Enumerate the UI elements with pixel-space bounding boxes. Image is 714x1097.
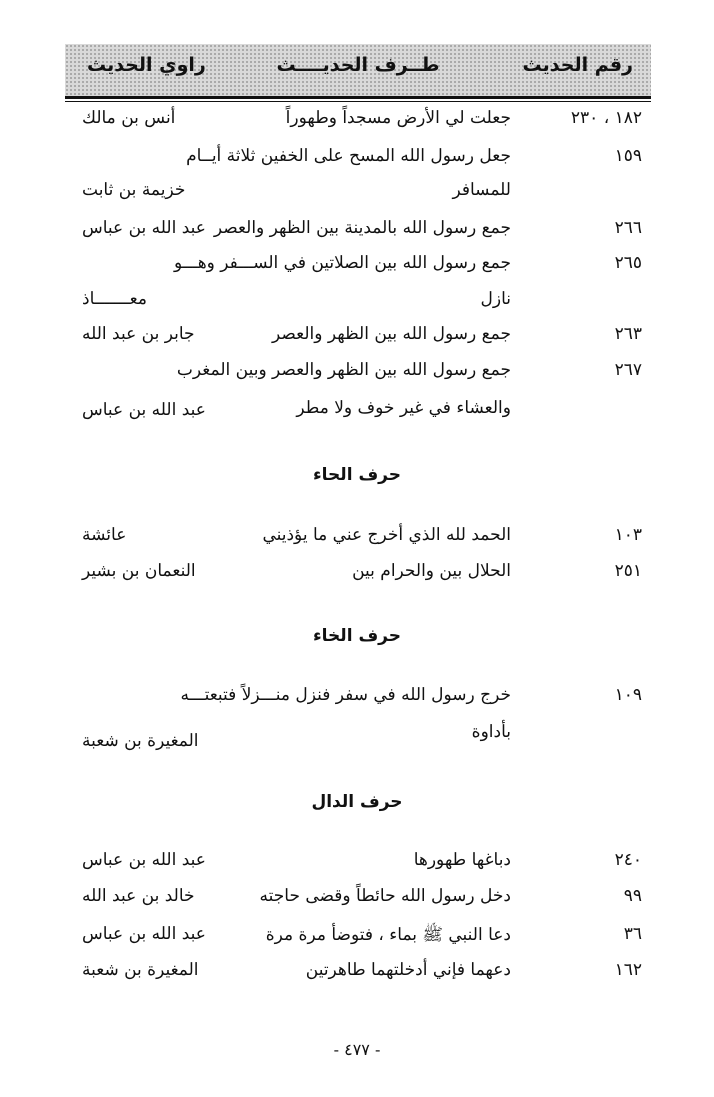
hadith-narrator: معـــــــاذ bbox=[82, 289, 147, 309]
list-item bbox=[0, 253, 714, 283]
hadith-text-continuation: بأداوة bbox=[471, 722, 511, 742]
hadith-narrator: جابر بن عبد الله bbox=[82, 324, 195, 344]
list-item bbox=[0, 850, 714, 880]
hadith-number: ٢٤٠ bbox=[614, 850, 642, 870]
hadith-number: ٣٦ bbox=[623, 924, 642, 944]
hadith-text: جعلت لي الأرض مسجداً وطهوراً bbox=[285, 108, 511, 128]
hadith-number: ٢٥١ bbox=[614, 561, 642, 581]
hadith-text: جمع رسول الله بين الصلاتين في الســـفر وهـــو bbox=[173, 253, 511, 273]
list-item bbox=[0, 886, 714, 916]
list-item bbox=[0, 685, 714, 715]
hadith-number: ١٨٢ ، ٢٣٠ bbox=[570, 108, 642, 128]
hadith-narrator: عبد الله بن عباس bbox=[82, 924, 206, 944]
section-heading: حرف الدال bbox=[311, 792, 403, 812]
list-item bbox=[0, 561, 714, 591]
hadith-text-continuation: للمسافر bbox=[452, 180, 511, 200]
list-item bbox=[0, 960, 714, 990]
hadith-text-continuation: والعشاء في غير خوف ولا مطر bbox=[296, 398, 511, 418]
list-item bbox=[0, 146, 714, 176]
list-item bbox=[0, 218, 714, 248]
hadith-number: ٢٦٥ bbox=[614, 253, 642, 273]
hadith-number: ٩٩ bbox=[623, 886, 642, 906]
hadith-narrator: خزيمة بن ثابت bbox=[82, 180, 186, 200]
header-narrator-label: راوي الحديث bbox=[87, 54, 206, 76]
list-item bbox=[0, 324, 714, 354]
table-header bbox=[65, 44, 651, 96]
section-heading: حرف الخاء bbox=[312, 626, 402, 646]
list-item bbox=[0, 924, 714, 954]
hadith-text: جمع رسول الله بين الظهر والعصر وبين المغرب bbox=[176, 360, 511, 380]
hadith-text: دباغها طهورها bbox=[413, 850, 511, 870]
hadith-text: خرج رسول الله في سفر فنزل منـــزلاً فتبعتـــه bbox=[180, 685, 511, 705]
hadith-number: ٢٦٦ bbox=[614, 218, 642, 238]
hadith-number: ٢٦٣ bbox=[614, 324, 642, 344]
hadith-text: الحمد لله الذي أخرج عني ما يؤذيني bbox=[262, 525, 511, 545]
hadith-text: جمع رسول الله بالمدينة بين الظهر والعصر bbox=[213, 218, 511, 238]
hadith-number: ٢٦٧ bbox=[614, 360, 642, 380]
hadith-number: ١٠٩ bbox=[614, 685, 642, 705]
hadith-narrator: المغيرة بن شعبة bbox=[82, 960, 199, 980]
list-item bbox=[0, 360, 714, 390]
header-rule-thick bbox=[65, 96, 651, 99]
hadith-narrator: خالد بن عبد الله bbox=[82, 886, 195, 906]
hadith-text-continuation: نازل bbox=[480, 289, 511, 309]
hadith-text: دعا النبي ﷺ بماء ، فتوضأ مرة مرة bbox=[265, 925, 511, 945]
page-number: - ٤٧٧ - bbox=[333, 1040, 381, 1059]
hadith-number: ١٠٣ bbox=[614, 525, 642, 545]
list-item bbox=[0, 525, 714, 555]
hadith-narrator: النعمان بن بشير bbox=[82, 561, 196, 581]
hadith-narrator: عبد الله بن عباس bbox=[82, 400, 206, 420]
hadith-number: ١٥٩ bbox=[614, 146, 642, 166]
hadith-number: ١٦٢ bbox=[614, 960, 642, 980]
header-rule-thin bbox=[65, 101, 651, 102]
hadith-text: جمع رسول الله بين الظهر والعصر bbox=[272, 324, 511, 344]
header-number-label: رقم الحديث bbox=[522, 54, 633, 76]
header-text-label: طــرف الحديــــث bbox=[276, 54, 440, 76]
list-item bbox=[0, 108, 714, 138]
hadith-text: دخل رسول الله حائطاً وقضى حاجته bbox=[259, 886, 511, 906]
hadith-narrator: عائشة bbox=[82, 525, 127, 545]
hadith-narrator: أنس بن مالك bbox=[82, 108, 176, 128]
hadith-text: الحلال بين والحرام بين bbox=[352, 561, 511, 581]
hadith-text: جعل رسول الله المسح على الخفين ثلاثة أيــام bbox=[186, 146, 511, 166]
hadith-narrator: عبد الله بن عباس bbox=[82, 218, 206, 238]
hadith-narrator: المغيرة بن شعبة bbox=[82, 731, 199, 751]
hadith-narrator: عبد الله بن عباس bbox=[82, 850, 206, 870]
section-heading: حرف الحاء bbox=[312, 465, 402, 485]
hadith-text: دعهما فإني أدخلتهما طاهرتين bbox=[305, 960, 511, 980]
